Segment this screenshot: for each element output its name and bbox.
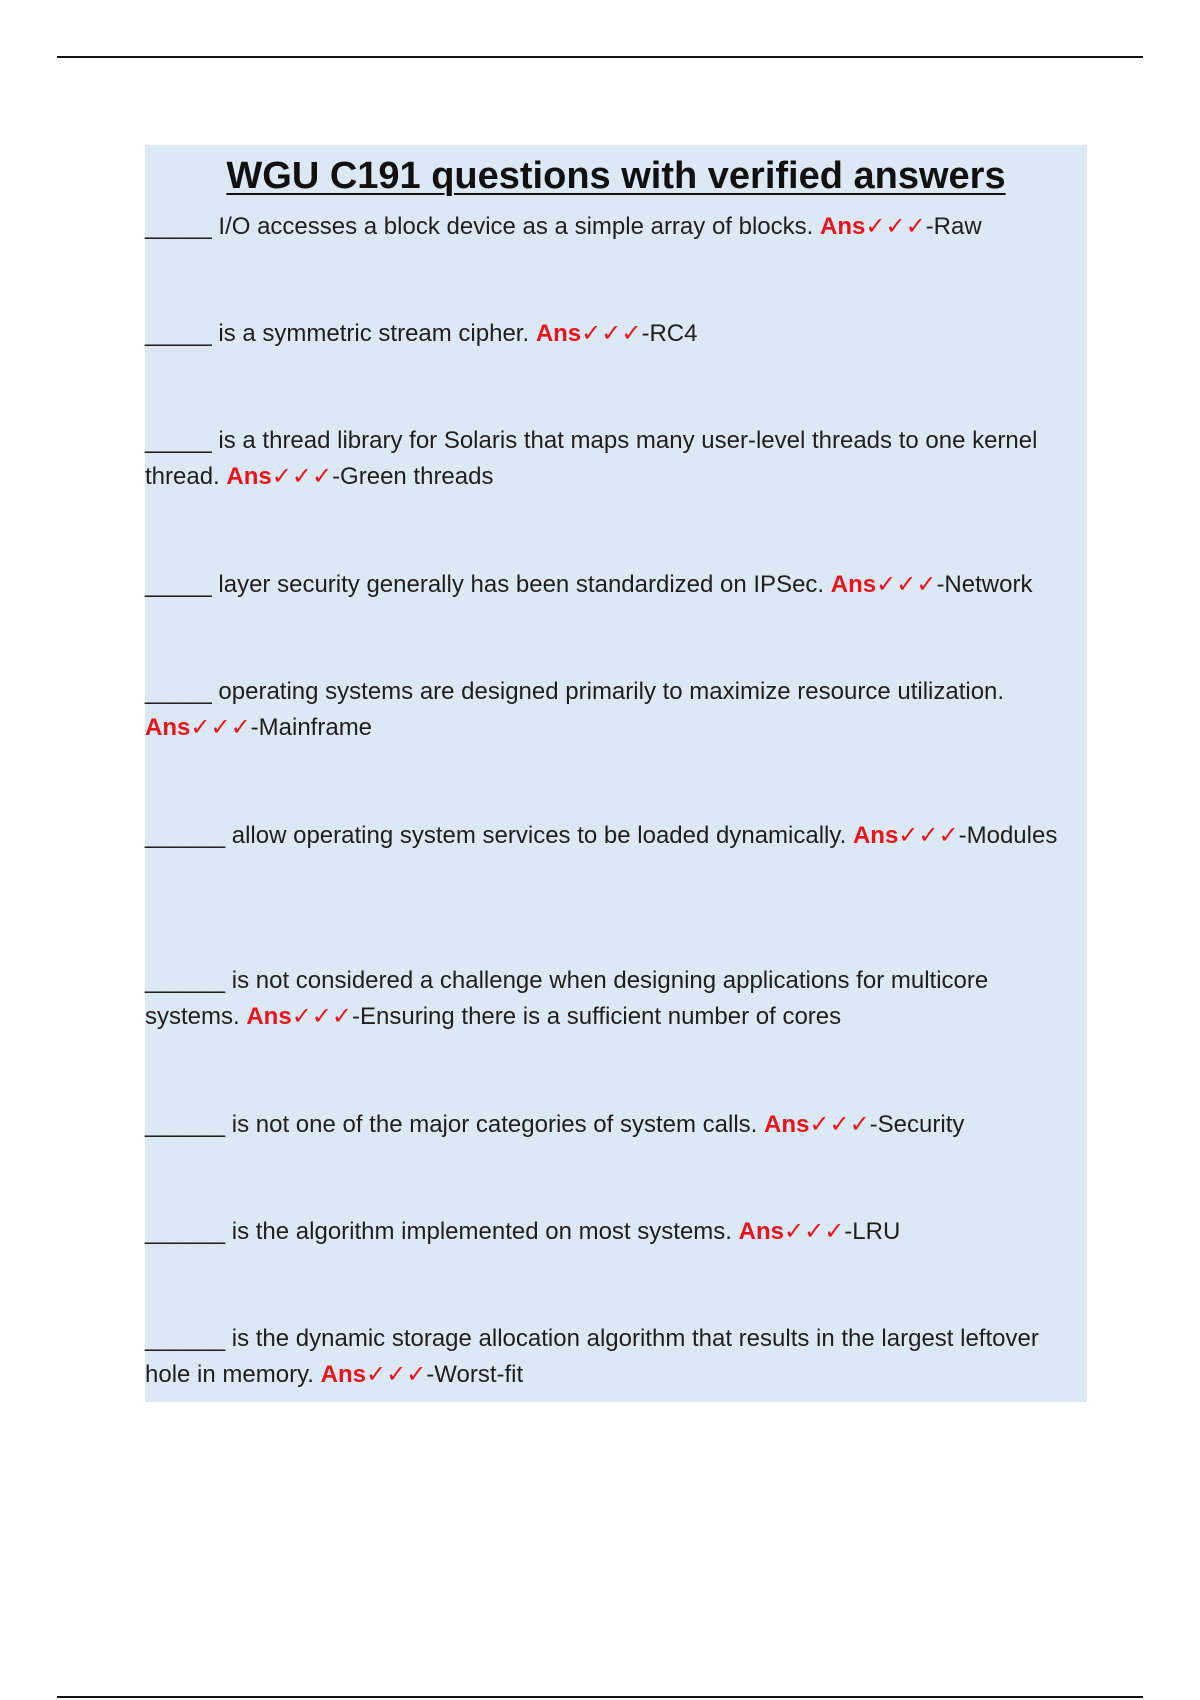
answer-label: Ans	[320, 1361, 366, 1389]
check-marks-icon: ✓✓✓	[898, 822, 959, 850]
answer-label: Ans	[820, 213, 866, 241]
qa-item	[145, 1214, 1085, 1250]
qa-item	[145, 423, 1085, 495]
answer-text: -Green threads	[332, 463, 494, 491]
check-marks-icon: ✓✓✓	[365, 1361, 427, 1389]
check-marks-icon: ✓✓✓	[876, 571, 937, 599]
answer-label: Ans	[145, 714, 191, 742]
bottom-rule	[57, 1696, 1143, 1698]
answer-text: -LRU	[844, 1218, 901, 1246]
question-text: ______ is not one of the major categories of system calls.	[145, 1111, 764, 1139]
answer-label: Ans	[226, 463, 272, 491]
question-text: _____ is a thread library for Solaris that maps many user-level threads to one kernel thread.	[145, 427, 1038, 491]
qa-item	[145, 316, 1085, 352]
answer-label: Ans	[246, 1003, 292, 1031]
question-text: _____ layer security generally has been standardized on IPSec.	[145, 571, 831, 599]
question-text: ______ is the dynamic storage allocation algorithm that results in the largest leftover hole in memory.	[145, 1325, 1039, 1389]
check-marks-icon: ✓✓✓	[271, 463, 333, 491]
check-marks-icon: ✓✓✓	[809, 1111, 870, 1139]
answer-label: Ans	[852, 822, 899, 850]
answer-label: Ans	[830, 571, 877, 599]
qa-item	[145, 209, 1085, 245]
qa-item	[145, 818, 1085, 854]
answer-text: -Modules	[958, 822, 1058, 850]
answer-text: -Ensuring there is a sufficient number of cores	[352, 1003, 842, 1031]
answer-text: -Security	[869, 1111, 965, 1139]
answer-text: -Worst-fit	[426, 1361, 524, 1389]
answer-text: -RC4	[641, 320, 698, 348]
top-rule	[57, 56, 1143, 58]
question-sheet	[145, 145, 1087, 1402]
qa-item	[145, 1321, 1085, 1393]
check-marks-icon: ✓✓✓	[190, 714, 251, 742]
question-text: _____ I/O accesses a block device as a simple array of blocks.	[145, 213, 820, 241]
answer-label: Ans	[738, 1218, 784, 1246]
answer-text: -Raw	[925, 213, 982, 241]
check-marks-icon: ✓✓✓	[783, 1218, 845, 1246]
question-text: _____ operating systems are designed primarily to maximize resource utilization.	[145, 678, 1005, 706]
check-marks-icon: ✓✓✓	[865, 213, 926, 241]
qa-item	[145, 567, 1085, 603]
question-text: ______ allow operating system services to be loaded dynamically.	[145, 822, 853, 850]
document-title: WGU C191 questions with verified answers	[226, 155, 1006, 197]
answer-label: Ans	[535, 320, 582, 348]
question-text: _____ is a symmetric stream cipher.	[145, 320, 536, 348]
qa-item	[145, 1107, 1085, 1143]
question-text: ______ is the algorithm implemented on most systems.	[145, 1218, 739, 1246]
answer-label: Ans	[764, 1111, 810, 1139]
check-marks-icon: ✓✓✓	[291, 1003, 353, 1031]
answer-text: -Mainframe	[250, 714, 373, 742]
question-text: ______ is not considered a challenge when designing applications for multicore systems.	[145, 967, 989, 1031]
check-marks-icon: ✓✓✓	[581, 320, 642, 348]
qa-item	[145, 963, 1085, 1035]
answer-text: -Network	[936, 571, 1033, 599]
qa-item	[145, 674, 1085, 746]
